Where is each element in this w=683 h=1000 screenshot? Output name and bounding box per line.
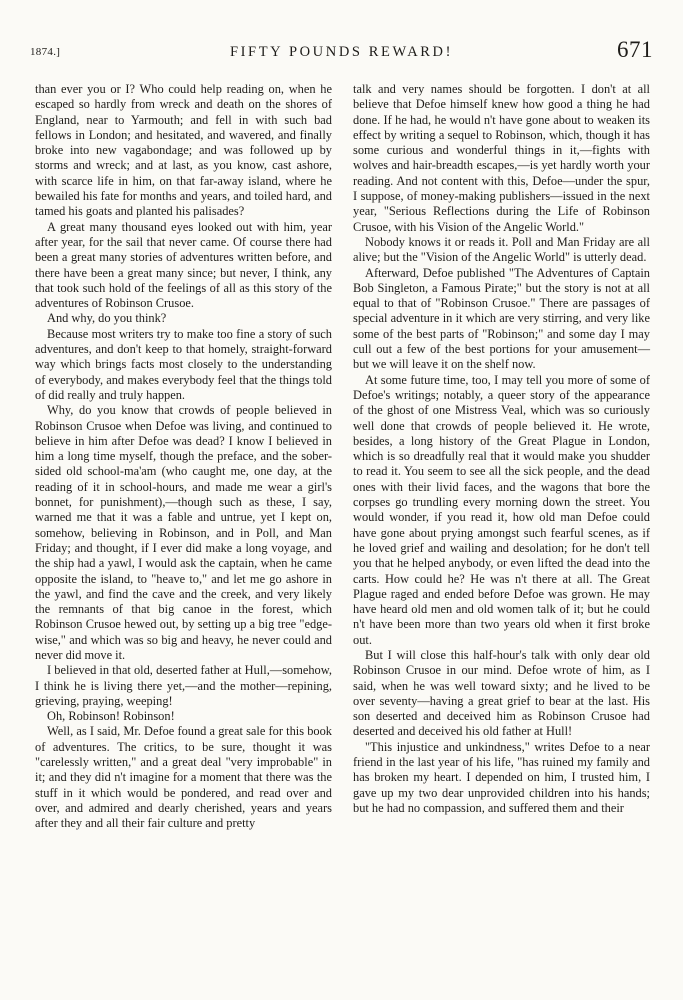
paragraph: Why, do you know that crowds of people believed in Robinson Crusoe when Defoe was living, and continued to believe in him after Defoe was dead? I know I believed in him a long time myself, though the preface, and the sober-sided old school-ma'am (who caught me, one day, at the reading of it in school-hours, and made me wear a girl's bonnet, for punishment),—though such as these, I say, warned me that it was a fable and untrue, yet I kept on, somehow, believing in Robinson, and in Poll, and Man Friday; and thought, if I ever did make a long voyage, and the ship had a yawl, I would ask the captain, when he came opposite the island, to "heave to," and let me go ashore in the yawl, and find the cave and the creek, and very likely the remnants of that big canoe in the forest, which Robinson Crusoe hewed out, by setting up a big tree "edge-wise," and which was so big and heavy, he never could and never did move it. <box>35 403 332 662</box>
paragraph: But I will close this half-hour's talk with only dear old Robinson Crusoe in our mind. Defoe wrote of him, as I said, when he was well toward sixty; and he lived to be over seventy—having a great grief to bear at the last. His son deserted and deceived him as Robinson Crusoe had deserted and deceived his old father at Hull! <box>353 647 650 739</box>
paragraph: At some future time, too, I may tell you more of some of Defoe's writings; notably, a queer story of the appearance of the ghost of one Mistress Veal, which was so curiously well done that crowds of people believed it. He wrote, besides, a long history of the Great Plague in London, which is so dreadfully real that it would make you shudder to read it. You seem to see all the sick people, and the dead ones with their livid faces, and the wagons that bore the corpses go trundling every morning down the street. You would wonder, if you read it, how old man Defoe could have gone about prying amongst such fearful scenes, as if he loved grief and wailing and desolation; for he don't tell you that he helped anybody, or even lifted the dead into the carts. How could he? He was n't there at all. The Great Plague raged and ended before Defoe was grown. He may have heard old men and old women talk of it; but he could n't have been more than two years old when it first broke out. <box>353 372 650 647</box>
paragraph: I believed in that old, deserted father at Hull,—somehow, I think he is living there yet,—and the mother—repining, grieving, praying, weeping! <box>35 663 332 708</box>
page-header <box>30 36 653 76</box>
volume-year: 1874.] <box>30 46 61 58</box>
page-number: 671 <box>617 37 653 62</box>
paragraph: than ever you or I? Who could help reading on, when he escaped so hardly from wreck and death on the shores of England, near to Yarmouth; and fell in with such bad fellows in London; and hesitated, and wavered, and finally broke into new vagabondage; and was followed up by storms and wreck; and at last, as you know, cast ashore, with scarce life in him, on that far-away island, where he bewailed his fate for months and years, and toiled hard, and tamed his goats and planted his palisades? <box>35 82 332 219</box>
paragraph: Nobody knows it or reads it. Poll and Man Friday are all alive; but the "Vision of the Angelic World" is utterly dead. <box>353 234 650 265</box>
right-column <box>353 82 650 816</box>
paragraph: "This injustice and unkindness," writes Defoe to a near friend in the last year of his life, "has ruined my family and has broken my heart. I depended on him, I trusted him, I gave up my two dear unprovided children into his hands; but he had no compassion, and suffered them and their <box>353 739 650 815</box>
paragraph: Oh, Robinson! Robinson! <box>47 709 175 724</box>
running-title: FIFTY POUNDS REWARD! <box>229 44 454 60</box>
paragraph: Afterward, Defoe published "The Adventures of Captain Bob Singleton, a Famous Pirate;" but the story is not at all equal to that of "Robinson Crusoe." There are passages of special adventure in it which are very stirring, and very like some of the best parts of "Robinson;" and some day I may cull out a few of the best portions for your amusement—but we will leave it on the shelf now. <box>353 265 650 372</box>
paragraph: A great many thousand eyes looked out with him, year after year, for the sail that never came. Of course there had been a great many stories of adventures written before, and there have been a great many since; but never, I think, any that took such hold of the feelings of all as this story of the adventures of Robinson Crusoe. <box>35 219 332 311</box>
paragraph: Because most writers try to make too fine a story of such adventures, and don't keep to that homely, straight-forward way which brings facts most closely to the understanding of everybody, and makes everybody feel that the things told of did really and truly happen. <box>35 326 332 402</box>
paragraph: talk and very names should be forgotten. I don't at all believe that Defoe himself knew how good a thing he had done. If he had, he would n't have gone about to weaken its effect by writing a sequel to Robinson, which, though it has some curious and wonderful things in it,—fights with wolves and hair-breadth escapes,—is yet hardly worth your reading. And not content with this, Defoe—under the spur, I suppose, of money-making publishers—issued in the next year, "Serious Reflections during the Life of Robinson Crusoe, with his Vision of the Angelic World." <box>353 82 650 234</box>
paragraph: Well, as I said, Mr. Defoe found a great sale for this book of adventures. The critics, to be sure, thought it was "carelessly written," and a great deal "very improbable" in it; and they did n't imagine for a moment that there was the stuff in it which would be pondered, and read over and over, and admired and dearly cherished, years and years after they and all their fair culture and pretty <box>35 724 332 831</box>
paragraph: And why, do you think? <box>47 311 167 326</box>
left-column <box>35 82 332 832</box>
